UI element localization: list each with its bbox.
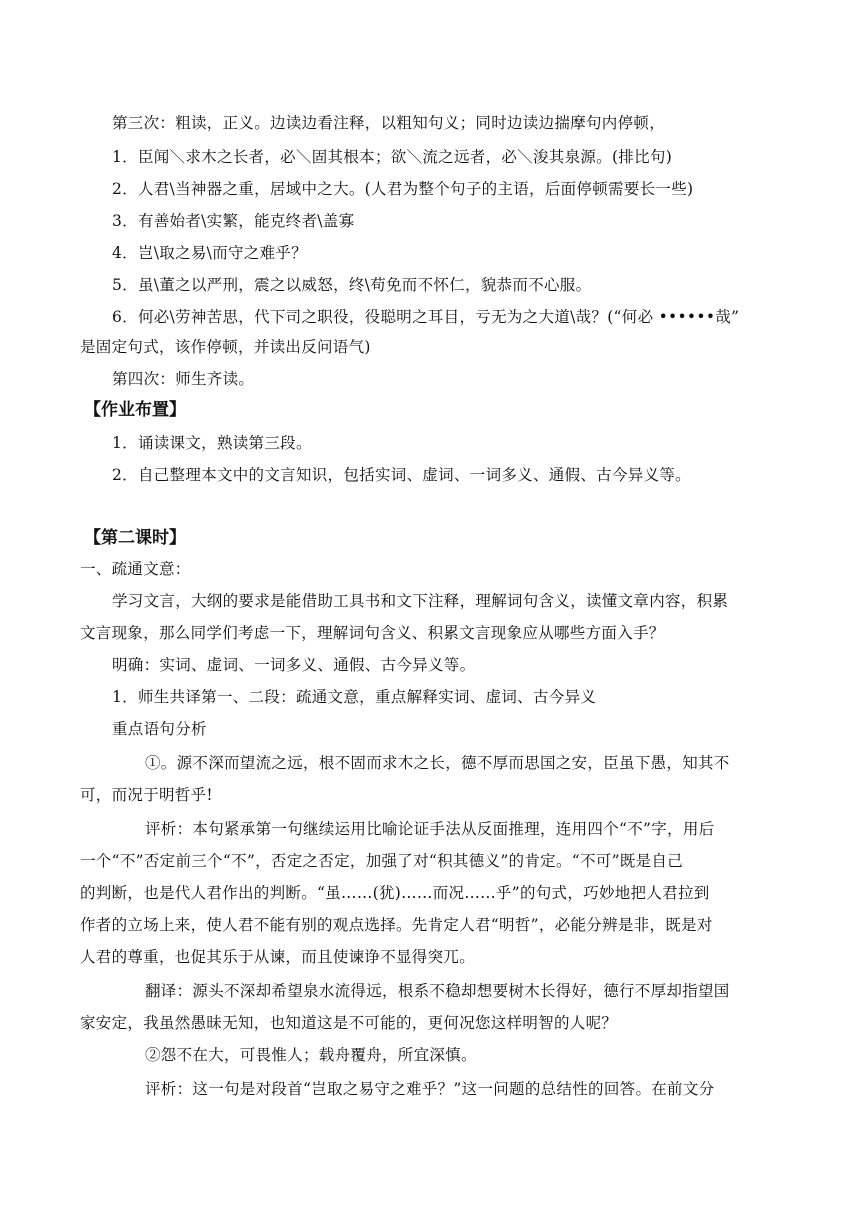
lesson2-heading: 【第二课时】 <box>84 528 186 548</box>
pause-item-2: 2．人君\当神器之重，居域中之大。(人君为整个句子的主语，后面停顿需要长一些) <box>112 180 694 198</box>
homework-item-1: 1．诵读课文，熟读第三段。 <box>112 434 312 452</box>
key-sentences-title: 重点语句分析 <box>112 720 207 738</box>
homework-heading: 【作业布置】 <box>84 400 186 420</box>
pause-item-5: 5．虽\董之以严刑，震之以威怒，终\苟免而不怀仁，貌恭而不心服。 <box>112 276 592 294</box>
pause-item-4: 4．岂\取之易\而守之难乎？ <box>112 244 308 262</box>
para1-line2: 文言现象，那么同学们考虑一下，理解词句含义、积累文言现象应从哪些方面入手？ <box>80 624 665 642</box>
reading4: 第四次：师生齐读。 <box>112 370 255 388</box>
para1-line1: 学习文言，大纲的要求是能借助工具书和文下注释，理解词句含义，读懂文章内容，积累 <box>112 592 729 610</box>
comment1-line2: 一个“不”否定前三个“不”，否定之否定，加强了对“积其德义”的肯定。“不可”既是自己 <box>80 852 683 870</box>
comment1-line4: 作者的立场上来，使人君不能有别的观点选择。先肯定人君“明哲”，必能分辨是非，既是对 <box>80 916 713 934</box>
clarify: 明确：实词、虚词、一词多义、通假、古今异义等。 <box>112 656 476 674</box>
homework-item-2: 2．自己整理本文中的文言知识，包括实词、虚词、一词多义、通假、古今异义等。 <box>112 466 691 484</box>
pause-item-3: 3．有善始者\实繁，能克终者\盖寡 <box>112 212 355 230</box>
comment1-line1: 评析：本句紧承第一句继续运用比喻论证手法从反面推理，连用四个“不”字，用后 <box>145 820 715 838</box>
section1-title: 一、疏通文意： <box>80 560 191 578</box>
pause-item-6: 6．何必\劳神苦思，代下司之职役，役聪明之耳目，亏无为之大道\哉？(“何必 ••••••哉” <box>112 308 740 326</box>
reading3-intro: 第三次：粗读，正义。边读边看注释，以粗知句义；同时边读边揣摩句内停顿， <box>112 114 666 132</box>
comment1-line5: 人君的尊重，也促其乐于从谏，而且使谏诤不显得突兀。 <box>80 948 476 966</box>
comment2-line1: 评析：这一句是对段首“岂取之易守之难乎？”这一问题的总结性的回答。在前文分 <box>145 1080 715 1098</box>
sentence1-line1: ①。源不深而望流之远，根不固而求木之长，德不厚而思国之安，臣虽下愚，知其不 <box>145 754 730 772</box>
comment1-line3: 的判断，也是代人君作出的判断。“虽……(犹)……而况……乎”的句式，巧妙地把人君拉到 <box>80 884 710 902</box>
pause-item-1: 1．臣闻＼求木之长者，必＼固其根本；欲＼流之远者，必＼浚其泉源。(排比句) <box>112 148 673 166</box>
translation1-line2: 家安定，我虽然愚昧无知，也知道这是不可能的，更何况您这样明智的人呢？ <box>80 1014 618 1032</box>
translate-item-1: 1．师生共译第一、二段：疏通文意，重点解释实词、虚词、古今异义 <box>112 688 597 706</box>
pause-item-6-continued: 是固定句式，该作停顿，并读出反问语气) <box>80 338 371 356</box>
sentence1-line2: 可，而况于明哲乎! <box>80 786 213 804</box>
translation1-line1: 翻译：源头不深却希望泉水流得远，根系不稳却想要树木长得好，德行不厚却指望国 <box>145 982 730 1000</box>
sentence2: ②怨不在大，可畏惟人；载舟覆舟，所宜深慎。 <box>145 1046 477 1064</box>
